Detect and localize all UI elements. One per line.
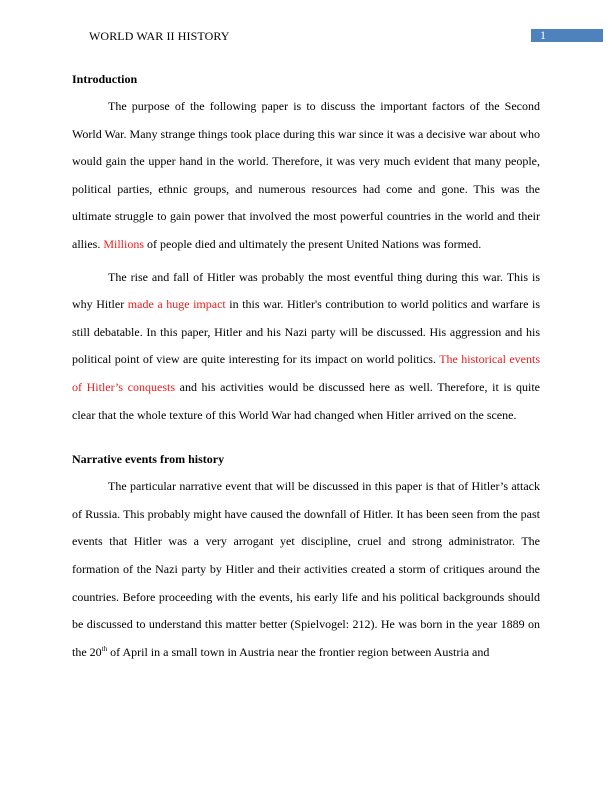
intro-p2-text-c: and his activities would be discussed here as well. Therefore, it is quite clear that the whole texture of this World War had changed when Hitler arrived on the scene. [72, 379, 540, 422]
intro-paragraph-1 [72, 93, 540, 259]
ordinal-superscript: th [101, 644, 108, 653]
highlighted-phrase: Millions [103, 236, 145, 251]
running-header-title: WORLD WAR II HISTORY [89, 29, 230, 43]
narrative-paragraph-1 [72, 473, 540, 666]
page-number: 1 [540, 28, 546, 42]
intro-p1-text-b: of people died and ultimately the present United Nations was formed. [144, 236, 482, 251]
narrative-p1-text-a: The particular narrative event that will be discussed in this paper is that of Hitler’s attack of Russia. This probably might have caused the downfall of Hitler. It has been seen from the past events that Hitler was a very arrogant yet discipline, cruel and strong administrator. The formation of the Nazi party by Hitler and their activities created a storm of critiques around the countries. Before proceeding with the events, his early life and his political backgrounds should be discussed to understand this matter better (Spielvogel: 212). He was born in the year 1889 on the 20 [72, 479, 540, 659]
highlighted-phrase: The historical events of Hitler’s conquests [72, 352, 540, 394]
highlighted-phrase: made a huge impact [127, 297, 226, 312]
document-body [72, 70, 540, 666]
intro-p2-text-b: in this war. Hitler's contribution to world politics and warfare is still debatable. In this paper, Hitler and his Nazi party will be discussed. His aggression and his political point of view are quite interesting for its impact on world politics. [72, 297, 540, 367]
intro-paragraph-2 [72, 264, 540, 430]
narrative-p1-text-b: of April in a small town in Austria near the frontier region between Austria and [107, 644, 490, 659]
section-heading-narrative-events: Narrative events from history [72, 452, 225, 467]
page-number-badge [531, 29, 603, 42]
intro-p1-text-a: The purpose of the following paper is to discuss the important factors of the Second World War. Many strange things took place during this war since it was a decisive war about who would gain the upper hand in the world. Therefore, it was very much evident that many people, political parties, ethnic groups, and numerous resources had come and gone. This was the ultimate struggle to gain power that involved the most powerful countries in the world and their allies. [72, 99, 540, 251]
intro-p2-text-a: The rise and fall of Hitler was probably the most eventful thing during this war. This is why Hitler [72, 269, 540, 312]
section-heading-introduction: Introduction [72, 72, 138, 86]
